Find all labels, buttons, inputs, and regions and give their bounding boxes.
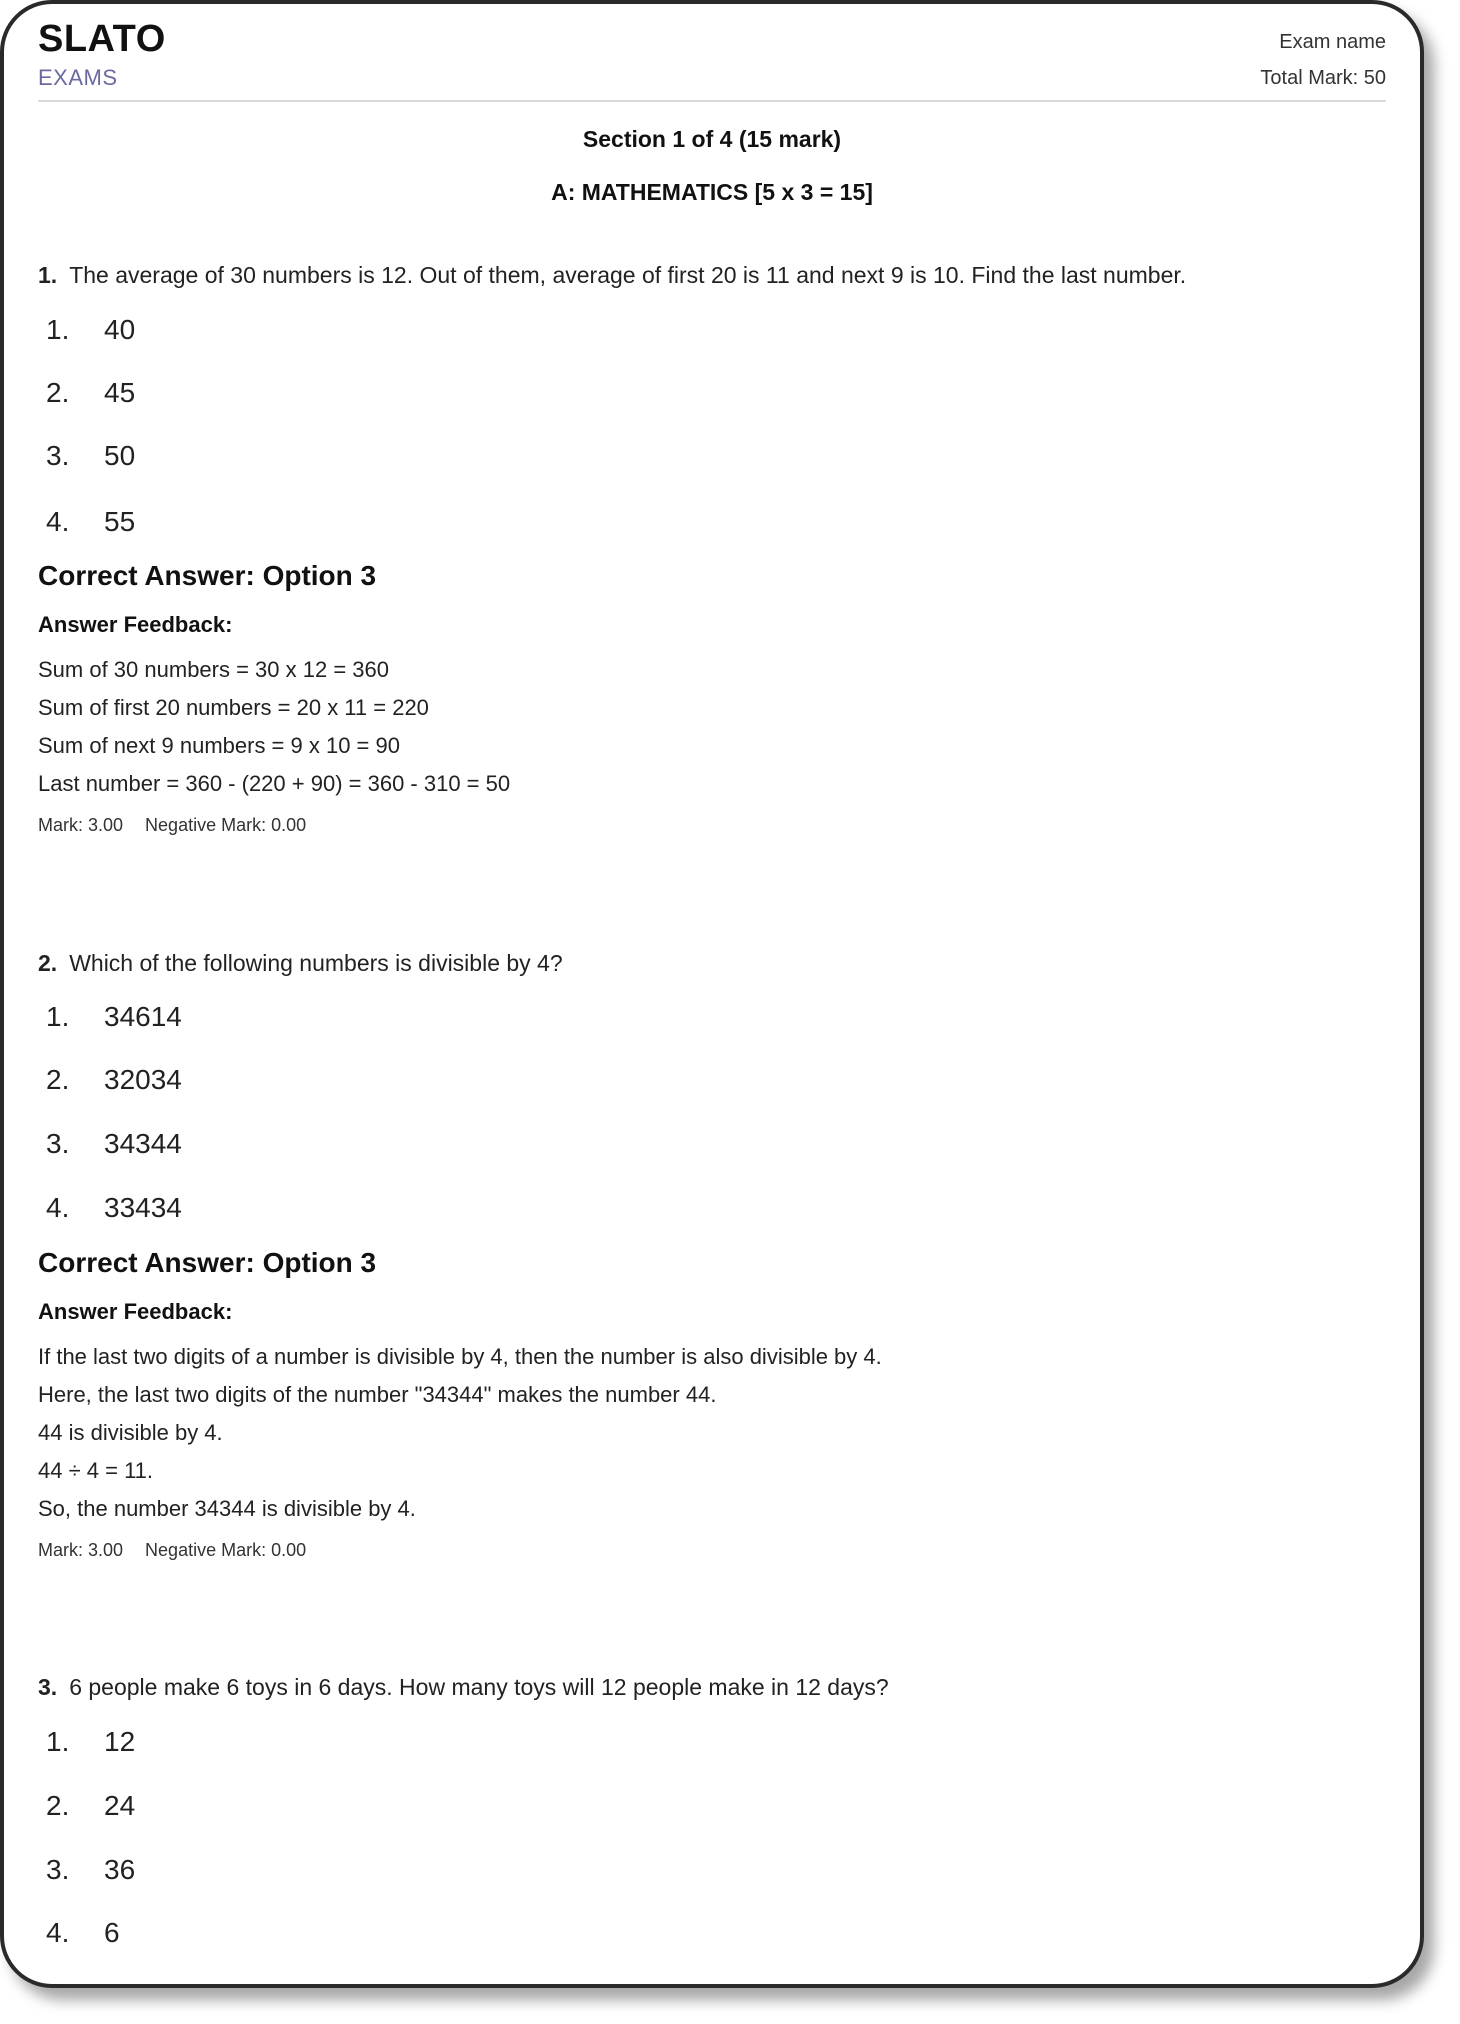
question-number: 2.: [38, 950, 58, 976]
negative-mark: Negative Mark: 0.00: [145, 1540, 307, 1560]
option-1: [46, 1001, 182, 1033]
brand-title: SLATO: [38, 18, 166, 60]
question-marks: [38, 1540, 306, 1561]
option-text: 34344: [104, 1128, 182, 1159]
question-text: [38, 262, 1186, 289]
option-text: 33434: [104, 1192, 182, 1223]
feedback-line: Sum of first 20 numbers = 20 x 11 = 220: [38, 695, 429, 720]
option-number: 2.: [46, 1064, 70, 1095]
option-number: 3.: [46, 1128, 70, 1159]
option-3: [46, 1128, 182, 1160]
feedback-line: Sum of next 9 numbers = 9 x 10 = 90: [38, 733, 400, 758]
option-text: 55: [104, 506, 136, 537]
feedback-line: Last number = 360 - (220 + 90) = 360 - 310 = 50: [38, 771, 511, 796]
option-number: 1.: [46, 314, 70, 345]
negative-mark: Negative Mark: 0.00: [145, 815, 307, 835]
option-text: 34614: [104, 1001, 182, 1032]
option-number: 4.: [46, 506, 70, 537]
option-text: 45: [104, 377, 136, 408]
option-3: [46, 440, 135, 472]
feedback-line: Here, the last two digits of the number "34344" makes the number 44.: [38, 1382, 717, 1407]
feedback-title: Answer Feedback:: [38, 612, 233, 637]
option-1: [46, 314, 135, 346]
option-4: [46, 1192, 182, 1224]
exam-meta: [1260, 24, 1386, 96]
brand: [38, 18, 166, 91]
option-number: 3.: [46, 1854, 70, 1885]
feedback-lines: [38, 651, 510, 803]
question-text: [38, 1674, 889, 1701]
feedback-line: 44 ÷ 4 = 11.: [38, 1458, 154, 1483]
option-2: [46, 1790, 135, 1822]
option-text: 24: [104, 1790, 136, 1821]
section-title: Section 1 of 4 (15 mark): [582, 126, 842, 152]
question-text: [38, 950, 563, 977]
option-number: 2.: [46, 377, 70, 408]
option-text: 36: [104, 1854, 136, 1885]
mark: Mark: 3.00: [38, 1540, 124, 1560]
feedback-lines: [38, 1338, 882, 1528]
correct-answer: Correct Answer: Option 3: [38, 1247, 377, 1278]
feedback-line: Sum of 30 numbers = 30 x 12 = 360: [38, 657, 390, 682]
option-2: [46, 1064, 182, 1096]
question-marks: [38, 815, 306, 836]
option-4: [46, 1917, 120, 1949]
option-1: [46, 1726, 135, 1758]
brand-subtitle: EXAMS: [38, 65, 118, 90]
question-body: The average of 30 numbers is 12. Out of them, average of first 20 is 11 and next 9 is 10. Find the last number.: [69, 262, 1187, 288]
question-number: 1.: [38, 262, 58, 288]
option-number: 4.: [46, 1192, 70, 1223]
header-divider: [38, 100, 1386, 102]
feedback-title: Answer Feedback:: [38, 1299, 233, 1324]
option-3: [46, 1854, 135, 1886]
exam-name: Exam name: [1279, 31, 1386, 53]
option-4: [46, 506, 135, 538]
option-2: [46, 377, 135, 409]
option-text: 12: [104, 1726, 136, 1757]
question-body: 6 people make 6 toys in 6 days. How many toys will 12 people make in 12 days?: [69, 1674, 889, 1700]
option-text: 6: [104, 1917, 120, 1948]
mark: Mark: 3.00: [38, 815, 124, 835]
option-text: 32034: [104, 1064, 182, 1095]
option-number: 1.: [46, 1001, 70, 1032]
total-mark: Total Mark: 50: [1260, 67, 1386, 89]
feedback-line: If the last two digits of a number is divisible by 4, then the number is also divisible by 4.: [38, 1344, 882, 1369]
feedback-line: So, the number 34344 is divisible by 4.: [38, 1496, 416, 1521]
option-number: 3.: [46, 440, 70, 471]
option-number: 2.: [46, 1790, 70, 1821]
question-number: 3.: [38, 1674, 58, 1700]
section-subtitle: A: MATHEMATICS [5 x 3 = 15]: [551, 179, 873, 205]
correct-answer: Correct Answer: Option 3: [38, 560, 377, 591]
option-text: 40: [104, 314, 136, 345]
option-number: 4.: [46, 1917, 70, 1948]
option-number: 1.: [46, 1726, 70, 1757]
question-body: Which of the following numbers is divisible by 4?: [69, 950, 563, 976]
sheet-content: [38, 4, 1386, 1984]
option-text: 50: [104, 440, 136, 471]
feedback-line: 44 is divisible by 4.: [38, 1420, 223, 1445]
